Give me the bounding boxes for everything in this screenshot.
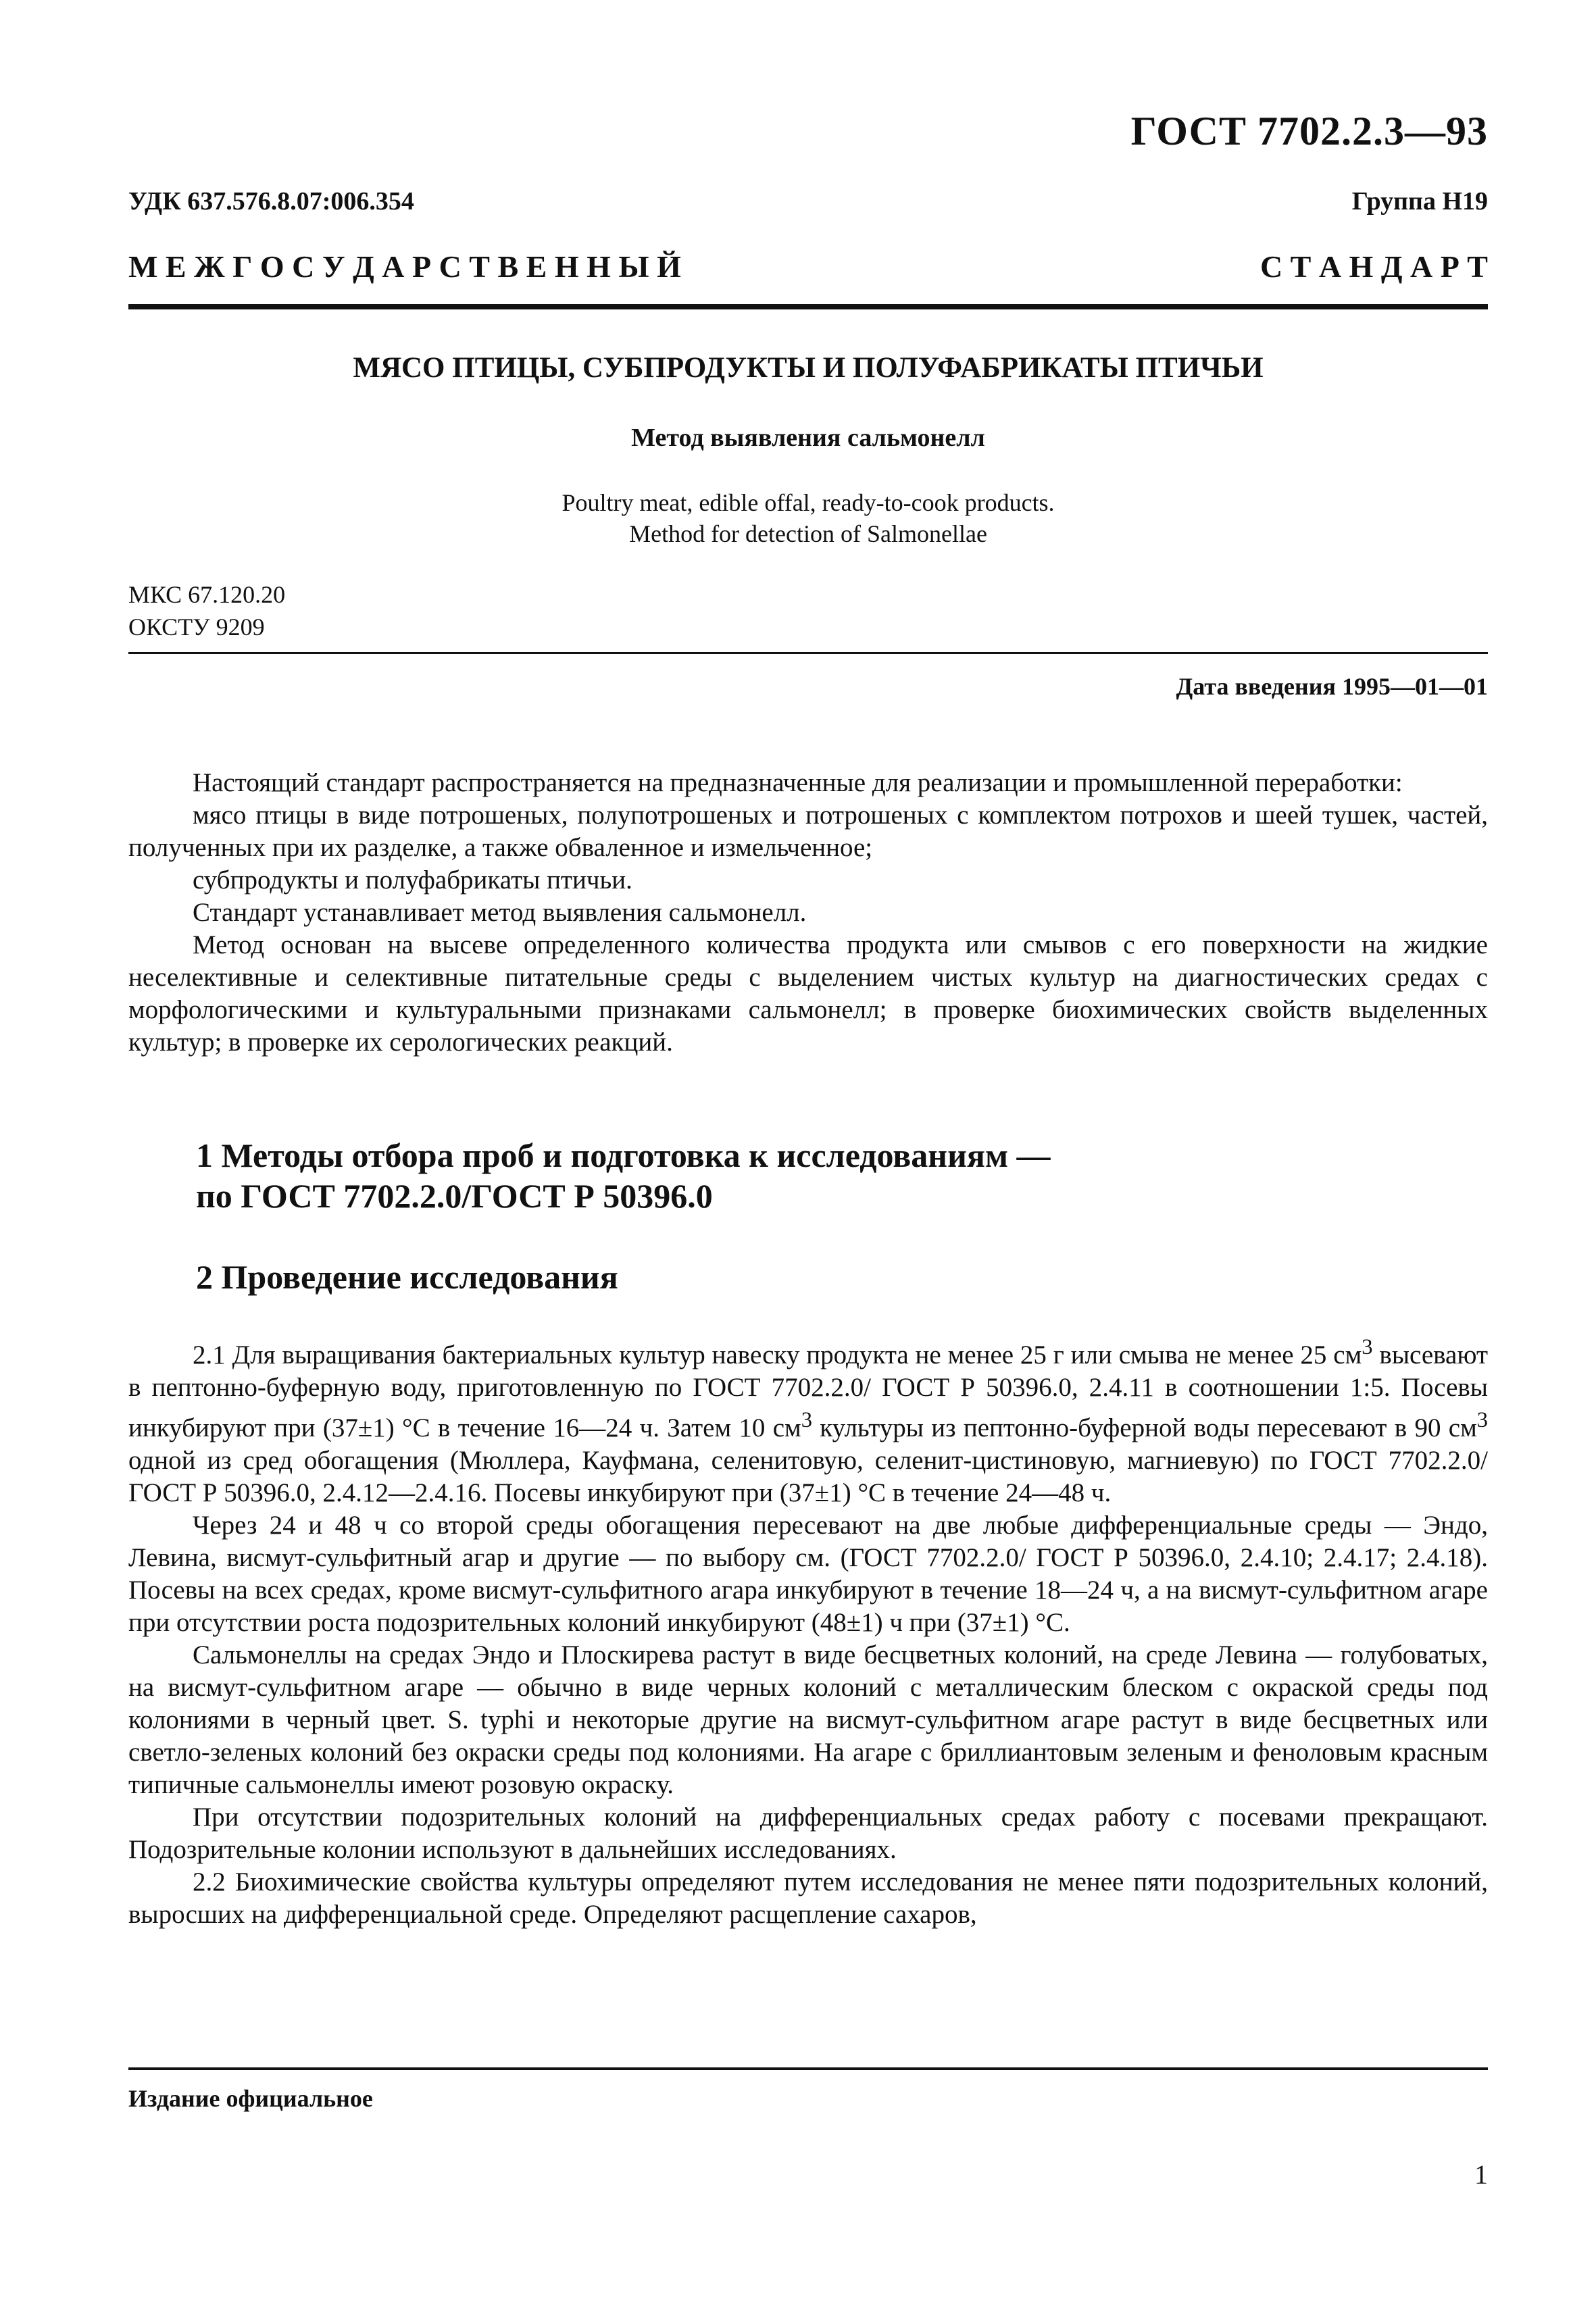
intro-text bbox=[128, 767, 1488, 1059]
document-title: МЯСО ПТИЦЫ, СУБПРОДУКТЫ И ПОЛУФАБРИКАТЫ ПТИЧЬИ bbox=[353, 352, 1264, 384]
section-2-text bbox=[128, 1331, 1488, 1931]
english-title bbox=[128, 487, 1488, 549]
english-title-line-1: Poultry meat, edible offal, ready-to-cook products. bbox=[562, 489, 1055, 516]
udk-code: УДК 637.576.8.07:006.354 bbox=[128, 187, 414, 216]
paragraph-no-colonies: При отсутствии подозрительных колоний на дифференциальных средах работу с посевами прекращают. Подозрительные колонии используют в дальнейших исследованиях. bbox=[128, 1803, 1488, 1864]
classification-codes bbox=[128, 578, 285, 643]
english-title-line-2: Method for detection of Salmonellae bbox=[629, 520, 987, 547]
intro-paragraph: мясо птицы в виде потрошеных, полупотрошеных и потрошеных с комплектом потрохов и шеей тушек, частей, полученных при их разделке, а также обваленное и измельченное; bbox=[128, 801, 1488, 862]
standard-type-word-1: М Е Ж Г О С У Д А Р С Т В Е Н Н Ы Й bbox=[128, 249, 681, 284]
codes-divider bbox=[128, 652, 1488, 654]
header-divider bbox=[128, 304, 1488, 309]
group-code: Группа Н19 bbox=[1351, 187, 1488, 216]
intro-paragraph: Настоящий стандарт распространяется на предназначенные для реализации и промышленной переработки: bbox=[193, 768, 1403, 797]
paragraph-colonies: Сальмонеллы на средах Эндо и Плоскирева растут в виде бесцветных колоний, на среде Левина — голубоватых, на висмут-сульфитном агаре — обычно в виде черных колоний с металлическим блеском с окраской среды под колониями в черный цвет. S. typhi и некоторые другие на висмут-сульфитном агаре растут в виде бесцветных или светло-зеленых колоний без окраски среды под колониями. На агаре с бриллиантовым зеленым и феноловым красным типичные сальмонеллы имеют розовую окраску. bbox=[128, 1640, 1488, 1799]
footer-divider bbox=[128, 2067, 1488, 2070]
official-edition-label: Издание официальное bbox=[128, 2085, 373, 2112]
gost-number: ГОСТ 7702.2.3—93 bbox=[1130, 109, 1488, 153]
intro-paragraph: Стандарт устанавливает метод выявления сальмонелл. bbox=[193, 898, 807, 927]
page-number: 1 bbox=[1474, 2159, 1488, 2190]
section-1-heading bbox=[196, 1135, 1488, 1216]
paragraph-2-2: 2.2 Биохимические свойства культуры определяют путем исследования не менее пяти подозрительных колоний, выросших на дифференциальной среде. Определяют расщепление сахаров, bbox=[128, 1867, 1488, 1929]
paragraph-2-1: 2.1 Для выращивания бактериальных культур навеску продукта не менее 25 г или смыва не менее 25 $см^3$ высевают в пептонно-буферную воду, приготовленную по ГОСТ 7702.2.0/ ГОСТ Р 50396.0, 2.4.11 в соотношении 1:5. Посевы инкубируют при (37±1) °С в течение 16—24 ч. Затем 10 $см^3$ культуры из пептонно-буферной воды пересевают в 90 $см^3$ одной из сред обогащения (Мюллера, Кауфмана, селенитовую, селенит-цистиновую, магниевую) по ГОСТ 7702.2.0/ГОСТ Р 50396.0, 2.4.12—2.4.16. Посевы инкубируют при (37±1) °С в течение 24—48 ч. bbox=[128, 1335, 1489, 1507]
section-1-heading-line-2: по ГОСТ 7702.2.0/ГОСТ Р 50396.0 bbox=[196, 1177, 713, 1215]
intro-paragraph: Метод основан на высеве определенного количества продукта или смывов с его поверхности на жидкие неселективные и селективные питательные среды с выделением чистых культур на диагностических средах с морфологическими и культуральными признаками сальмонелл; в проверке биохимических свойств выделенных культур; в проверке их серологических реакций. bbox=[128, 930, 1488, 1057]
section-2-heading: 2 Проведение исследования bbox=[196, 1258, 618, 1296]
document-subtitle: Метод выявления сальмонелл bbox=[631, 424, 985, 452]
standard-type-heading bbox=[128, 249, 1488, 284]
introduction-date: Дата введения 1995—01—01 bbox=[1176, 673, 1488, 700]
section-1-heading-line-1: 1 Методы отбора проб и подготовка к исследованиям — bbox=[196, 1136, 1051, 1174]
intro-paragraph: субпродукты и полуфабрикаты птичьи. bbox=[193, 865, 632, 895]
mks-code: МКС 67.120.20 bbox=[128, 581, 286, 608]
okstu-code: ОКСТУ 9209 bbox=[128, 613, 265, 640]
standard-type-word-2: С Т А Н Д А Р Т bbox=[1260, 249, 1488, 284]
paragraph-plating: Через 24 и 48 ч со второй среды обогащения пересевают на две любые дифференциальные среды — Эндо, Левина, висмут-сульфитный агар и другие — по выбору см. (ГОСТ 7702.2.0/ ГОСТ Р 50396.0, 2.4.10; 2.4.17; 2.4.18). Посевы на всех средах, кроме висмут-сульфитного агара инкубируют в течение 18—24 ч, а на висмут-сульфитном агаре при отсутствии роста подозрительных колоний инкубируют (48±1) ч при (37±1) °С. bbox=[128, 1511, 1488, 1637]
